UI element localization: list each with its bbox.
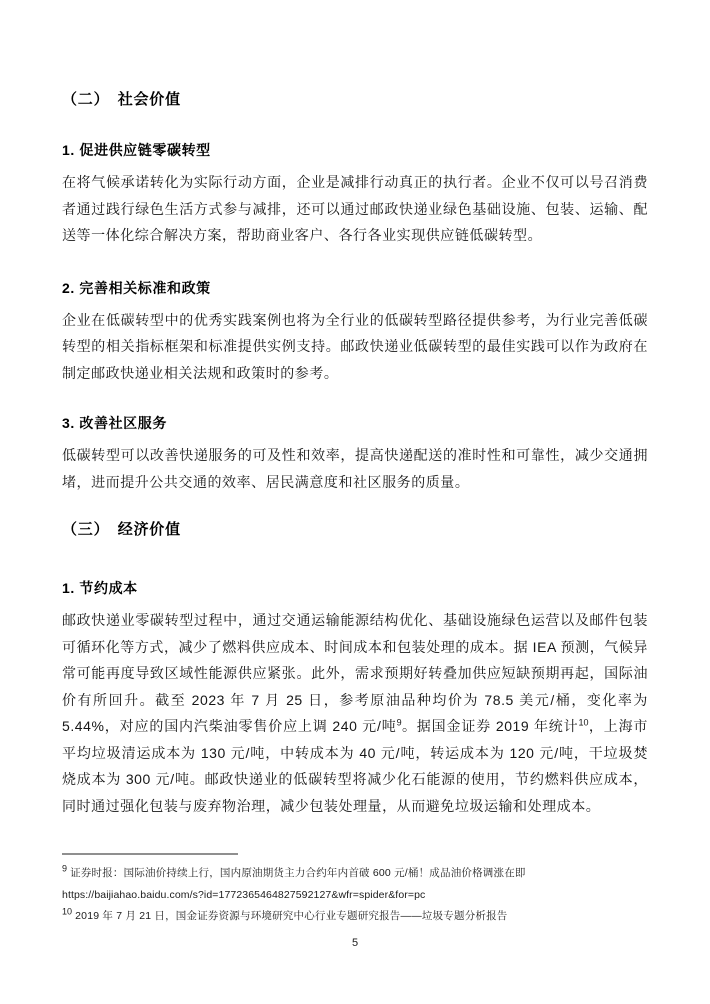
footnote-10-text: 2019 年 7 月 21 日，国金证券资源与环境研究中心行业专题研究报告——垃圾专题分析报告: [72, 910, 508, 922]
footnote-divider: [62, 853, 238, 855]
paragraph-community-services: 低碳转型可以改善快递服务的可及性和效率，提高快递配送的准时性和可靠性，减少交通拥堵，进而提升公共交通的效率、居民满意度和社区服务的质量。: [62, 447, 648, 490]
subsection-title-cost-saving: 1. 节约成本: [62, 580, 138, 596]
footnote-10: [62, 906, 648, 928]
footnote-ref-10: 10: [578, 717, 589, 728]
paragraph-cost-saving: [62, 607, 648, 819]
section-heading-social-value: （二） 社会价值: [62, 91, 181, 108]
section-heading-economic-value: （三） 经济价值: [62, 521, 181, 538]
subsection-title-supply-chain-zero-carbon: 1. 促进供应链零碳转型: [62, 142, 211, 158]
subsection-title-standards-policies: 2. 完善相关标准和政策: [62, 279, 211, 296]
page-number: 5: [351, 936, 359, 949]
footnote-10-marker: 10: [62, 906, 73, 917]
cost-saving-text-3: ，上海市平均垃圾清运成本为 130 元/吨，中转成本为 40 元/吨，转运成本为 120 元/吨，干垃圾焚烧成本为 300 元/吨。邮政快递业的低碳转型将减少化石能源的使用，节约燃料供应成本，同时通过强化包装与废弃物治理，减少包装处理量，从而避免垃圾运输和处理成本。: [62, 718, 648, 814]
footnote-9-marker: 9: [62, 863, 68, 874]
cost-saving-text-1: 邮政快递业零碳转型过程中，通过交通运输能源结构优化、基础设施绿色运营以及邮件包装可循环化等方式，减少了燃料供应成本、时间成本和包装处理的成本。据 IEA 预测，气候异常可能再度导致区域性能源供应紧张。此外，需求预期好转叠加供应短缺预期再起，国际油价有所回升。截至 2023 年 7 月 25 日，参考原油品种均价为 78.5 美元/桶，变化率为 5.44%，对应的国内汽柴油零售价应上调 240 元/吨: [62, 612, 648, 734]
footnote-9-url: https://baijiahao.baidu.com/s?id=1772365464827592127&wfr=spider&for=pc: [62, 888, 426, 901]
footnote-9: [62, 863, 648, 885]
footnote-area: [62, 853, 648, 928]
subsection-title-community-services: 3. 改善社区服务: [62, 415, 167, 431]
footnote-ref-9: 9: [396, 717, 402, 728]
footnote-9-text: 证券时报：国际油价持续上行，国内原油期货主力合约年内首破 600 元/桶！成品油价格调涨在即: [67, 867, 526, 879]
cost-saving-text-2: 。据国金证券 2019 年统计: [401, 718, 579, 734]
paragraph-standards-policies: 企业在低碳转型中的优秀实践案例也将为全行业的低碳转型路径提供参考，为行业完善低碳转型的相关指标框架和标准提供实例支持。邮政快递业低碳转型的最佳实践可以作为政府在制定邮政快递业相关法规和政策时的参考。: [62, 311, 648, 381]
paragraph-supply-chain-zero-carbon: 在将气候承诺转化为实际行动方面，企业是减排行动真正的执行者。企业不仅可以号召消费者通过践行绿色生活方式参与减排，还可以通过邮政快递业绿色基础设施、包装、运输、配送等一体化综合解决方案，帮助商业客户、各行各业实现供应链低碳转型。: [62, 174, 648, 243]
